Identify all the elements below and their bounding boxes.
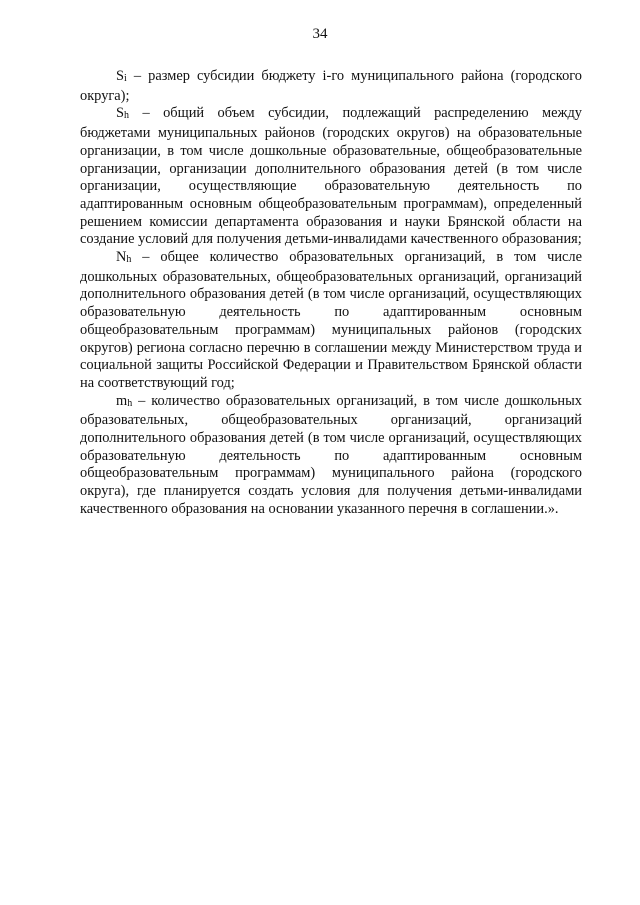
document-body <box>80 68 582 519</box>
definition-text: – количество образовательных организаций, в том числе дошкольных образовательных, общеобразовательных организаций, организаций дополнительного образования детей (в том числе организаций, осуществляющих образовательную деятельность по адаптированным основным общеобразовательным программам) муниципального района (городского округа), где планируется создать условия для получения детьми-инвалидами качественного образования на основании указанного перечня в соглашении.». <box>80 392 582 517</box>
definition-n-h <box>80 249 582 393</box>
definition-text: – общий объем субсидии, подлежащий распределению между бюджетами муниципальных районов (городских округов) на образовательные организации, в том числе дошкольные образовательные, общеобразовательные организации, организации дополнительного образования детей (в том числе организации, осуществляющие образовательную деятельность по адаптированным основным общеобразовательным программам), определенный решением комиссии департамента образования и науки Брянской области на создание условий для получения детьми-инвалидами качественного образования; <box>80 105 582 248</box>
formula-subscript: h <box>127 397 133 409</box>
formula-symbol: S <box>116 68 125 84</box>
formula-symbol: m <box>116 392 128 409</box>
page-number: 34 <box>312 26 328 42</box>
definition-m-h <box>80 393 582 519</box>
formula-subscript: h <box>124 110 130 122</box>
formula-symbol: N <box>116 249 127 266</box>
definition-s-i <box>80 68 582 105</box>
definition-s-h <box>80 105 582 249</box>
definition-text: – общее количество образовательных организаций, в том числе дошкольных образовательных, общеобразовательных организаций, организаций дополнительного образования детей (в том числе организаций, осуществляющих образовательную деятельность по адаптированным основным общеобразовательным программам) муниципальных районов (городских округов) региона согласно перечню в соглашении между Министерством труда и социальной защиты Российской Федерации и Правительством Брянской области на соответствующий год; <box>80 249 582 391</box>
formula-subscript: i <box>124 73 127 84</box>
definition-text: – размер субсидии бюджету i-го муниципального района (городского округа); <box>80 68 582 104</box>
formula-subscript: h <box>126 254 132 266</box>
formula-symbol: S <box>116 105 125 122</box>
